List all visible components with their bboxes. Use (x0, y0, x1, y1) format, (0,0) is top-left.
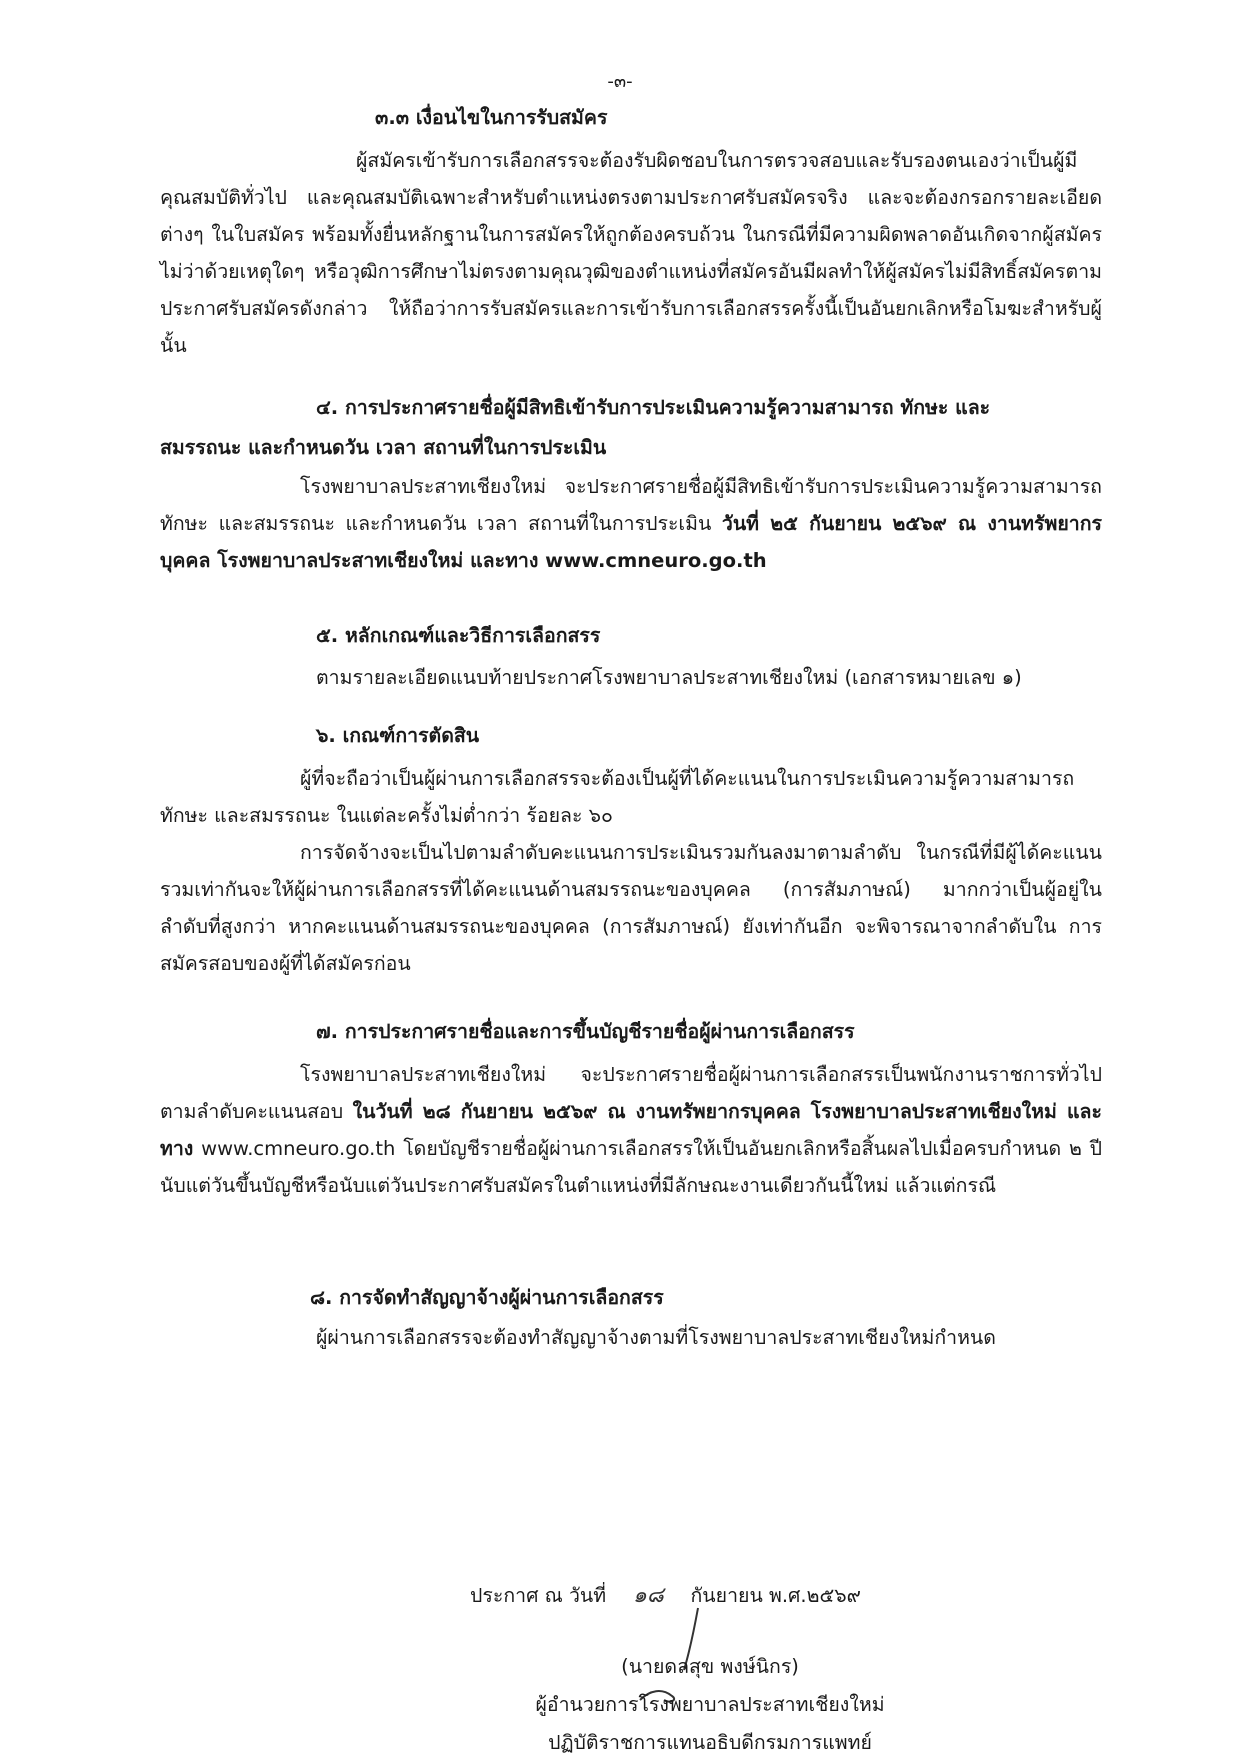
section-4-heading-line2: สมรรถนะ และกำหนดวัน เวลา สถานที่ในการประเมิน (160, 436, 607, 459)
section-7-body-c: www.cmneuro.go.th โดยบัญชีรายชื่อผู้ผ่านการเลือกสรรให้เป็นอันยกเลิกหรือสิ้นผลไปเมื่อครบกำหนด ๒ ปี นับแต่วันขึ้นบัญชีหรือนับแต่วันประกาศรับสมัครในตำแหน่งที่มีลักษณะงานเดียวกันนี้ใหม่ แล้วแต่กรณี (160, 1137, 1102, 1197)
section-7-heading: ๗. การประกาศรายชื่อและการขึ้นบัญชีรายชื่อผู้ผ่านการเลือกสรร (316, 1020, 855, 1043)
signer-title-2: ปฏิบัติราชการแทนอธิบดีกรมการแพทย์ (548, 1731, 872, 1754)
section-4-heading-line1: ๔. การประกาศรายชื่อผู้มีสิทธิเข้ารับการประเมินความรู้ความสามารถ ทักษะ และ (316, 396, 991, 419)
section-3-3 (160, 100, 1102, 364)
section-7-body (160, 1056, 1102, 1204)
handwritten-day: ๑๘ (632, 1583, 664, 1608)
section-6-body-1: ผู้ที่จะถือว่าเป็นผู้ผ่านการเลือกสรรจะต้องเป็นผู้ที่ได้คะแนนในการประเมินความรู้ความสามารถ ทักษะ และสมรรถนะ ในแต่ละครั้งไม่ต่ำกว่า ร้อยละ ๖๐ (160, 767, 1075, 827)
section-5-body: ตามรายละเอียดแนบท้ายประกาศโรงพยาบาลประสาทเชียงใหม่ (เอกสารหมายเลข ๑) (316, 666, 1022, 689)
section-4-body-bold: วันที่ ๒๕ กันยายน ๒๕๖๙ ณ งานทรัพยากรบุคคล โรงพยาบาลประสาทเชียงใหม่ และทาง www.cmneuro.go.th (160, 512, 1102, 572)
signer-name-title (430, 1618, 990, 1762)
section-3-3-body: ผู้สมัครเข้ารับการเลือกสรรจะต้องรับผิดชอบในการตรวจสอบและรับรองตนเองว่าเป็นผู้มีคุณสมบัติทั่วไป และคุณสมบัติเฉพาะสำหรับตำแหน่งตรงตามประกาศรับสมัครจริง และจะต้องกรอกรายละเอียดต่างๆ ในใบสมัคร พร้อมทั้งยื่นหลักฐานในการสมัครให้ถูกต้องครบถ้วน ในกรณีที่มีความผิดพลาดอันเกิดจากผู้สมัครไม่ว่าด้วยเหตุใดๆ หรือวุฒิการศึกษาไม่ตรงตามคุณวุฒิของตำแหน่งที่สมัครอันมีผลทำให้ผู้สมัครไม่มีสิทธิ์สมัครตามประกาศรับสมัครดังกล่าว ให้ถือว่าการรับสมัครและการเข้ารับการเลือกสรรครั้งนี้เป็นอันยกเลิกหรือโมฆะสำหรับผู้นั้น (160, 149, 1102, 357)
section-8-heading: ๘. การจัดทำสัญญาจ้างผู้ผ่านการเลือกสรร (310, 1286, 664, 1309)
section-4-body-text: โรงพยาบาลประสาทเชียงใหม่ จะประกาศรายชื่อผู้มีสิทธิเข้ารับการประเมินความรู้ความสามารถ ทักษะ และสมรรถนะ และกำหนดวัน เวลา สถานที่ในการประเมิน (160, 475, 1102, 535)
section-4 (160, 390, 1102, 579)
section-4-body (160, 468, 1102, 579)
section-8-body: ผู้ผ่านการเลือกสรรจะต้องทำสัญญาจ้างตามที่โรงพยาบาลประสาทเชียงใหม่กำหนด (316, 1326, 996, 1349)
section-3-3-heading: ๓.๓ เงื่อนไขในการรับสมัคร (375, 106, 608, 129)
section-6-heading: ๖. เกณฑ์การตัดสิน (316, 724, 480, 747)
signer-title-1: ผู้อำนวยการโรงพยาบาลประสาทเชียงใหม่ (535, 1693, 885, 1716)
announce-suffix: กันยายน พ.ศ.๒๕๖๙ (690, 1584, 861, 1607)
section-7-body-a: โรงพยาบาลประสาทเชียงใหม่ จะประกาศรายชื่อผู้ผ่านการเลือกสรรเป็นพนักงานราชการทั่วไปตามลำดับคะแนนสอบ (160, 1063, 1102, 1123)
section-5-heading: ๕. หลักเกณฑ์และวิธีการเลือกสรร (316, 624, 601, 647)
section-7 (160, 1014, 1102, 1204)
page-number: -๓- (607, 71, 633, 92)
signer-name: (นายดลสุข พงษ์นิกร) (621, 1655, 799, 1678)
section-6-body-2: การจัดจ้างจะเป็นไปตามลำดับคะแนนการประเมินรวมกันลงมาตามลำดับ ในกรณีที่มีผู้ได้คะแนน รวมเท่ากันจะให้ผู้ผ่านการเลือกสรรที่ได้คะแนนด้านสมรรถนะของบุคคล (การสัมภาษณ์) มากกว่าเป็นผู้อยู่ใน ลำดับที่สูงกว่า หากคะแนนด้านสมรรถนะของบุคคล (การสัมภาษณ์) ยังเท่ากันอีก จะพิจารณาจากลำดับใน การสมัครสอบของผู้ที่ได้สมัครก่อน (160, 841, 1102, 975)
section-8 (160, 1280, 1102, 1356)
section-7-body-bold: ในวันที่ ๒๘ กันยายน ๒๕๖๙ ณ งานทรัพยากรบุคคล โรงพยาบาลประสาทเชียงใหม่ และทาง (160, 1100, 1102, 1160)
section-6 (160, 718, 1102, 982)
section-5 (160, 618, 1102, 696)
announce-prefix: ประกาศ ณ วันที่ (470, 1584, 607, 1607)
